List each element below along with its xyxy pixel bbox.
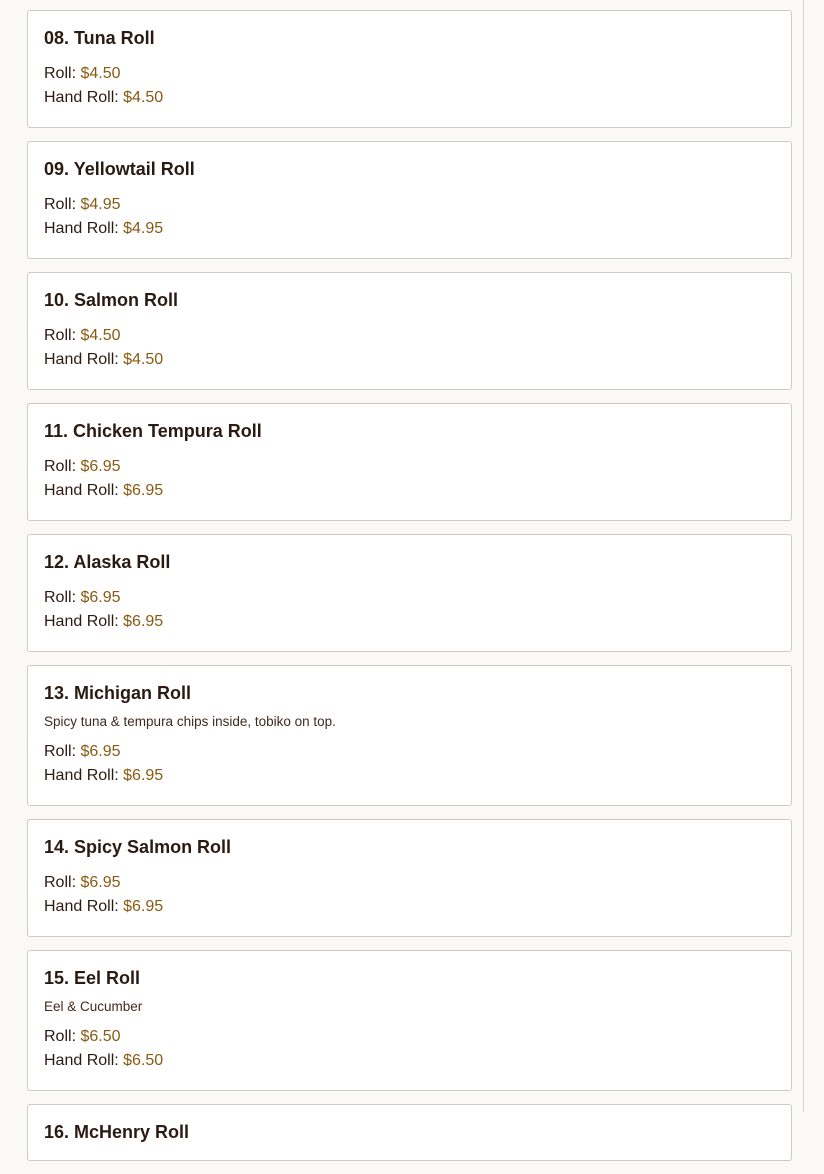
hand-roll-label: Hand Roll: bbox=[44, 482, 119, 499]
roll-price-line bbox=[44, 193, 775, 217]
hand-roll-price-line bbox=[44, 217, 775, 241]
roll-label: Roll: bbox=[44, 327, 77, 344]
hand-roll-price: $4.95 bbox=[123, 220, 164, 237]
roll-price-line bbox=[44, 1025, 775, 1049]
roll-price: $6.95 bbox=[80, 743, 121, 760]
roll-price: $4.95 bbox=[80, 196, 121, 213]
hand-roll-label: Hand Roll: bbox=[44, 613, 119, 630]
menu-item-title: 09. Yellowtail Roll bbox=[44, 159, 195, 179]
roll-price: $6.95 bbox=[80, 589, 121, 606]
roll-label: Roll: bbox=[44, 589, 77, 606]
price-lines bbox=[44, 871, 775, 919]
hand-roll-price-line bbox=[44, 1049, 775, 1073]
hand-roll-label: Hand Roll: bbox=[44, 767, 119, 784]
price-lines bbox=[44, 62, 775, 110]
price-lines bbox=[44, 324, 775, 372]
price-lines bbox=[44, 586, 775, 634]
hand-roll-price: $4.50 bbox=[123, 89, 164, 106]
price-lines bbox=[44, 193, 775, 241]
price-lines bbox=[44, 455, 775, 503]
hand-roll-price-line bbox=[44, 86, 775, 110]
price-lines bbox=[44, 1025, 775, 1073]
hand-roll-price-line bbox=[44, 764, 775, 788]
roll-label: Roll: bbox=[44, 1028, 77, 1045]
hand-roll-label: Hand Roll: bbox=[44, 89, 119, 106]
menu-item-title: 16. McHenry Roll bbox=[44, 1122, 190, 1142]
menu-item-card[interactable] bbox=[27, 819, 792, 937]
price-lines bbox=[44, 740, 775, 788]
roll-price-line bbox=[44, 871, 775, 895]
hand-roll-price-line bbox=[44, 610, 775, 634]
roll-label: Roll: bbox=[44, 65, 77, 82]
menu-item-list bbox=[27, 10, 792, 1174]
menu-item-card[interactable] bbox=[27, 950, 792, 1091]
hand-roll-price: $6.95 bbox=[123, 613, 164, 630]
scroll-edge-divider bbox=[803, 0, 804, 1112]
menu-item-card[interactable] bbox=[27, 10, 792, 128]
roll-price-line bbox=[44, 740, 775, 764]
hand-roll-label: Hand Roll: bbox=[44, 220, 119, 237]
menu-item-title: 08. Tuna Roll bbox=[44, 28, 155, 48]
roll-price: $4.50 bbox=[80, 65, 121, 82]
roll-price: $6.95 bbox=[80, 458, 121, 475]
menu-item-card[interactable] bbox=[27, 534, 792, 652]
roll-price-line bbox=[44, 324, 775, 348]
menu-item-description: Spicy tuna & tempura chips inside, tobiko on top. bbox=[44, 714, 336, 729]
menu-item-title: 12. Alaska Roll bbox=[44, 552, 171, 572]
roll-label: Roll: bbox=[44, 196, 77, 213]
hand-roll-label: Hand Roll: bbox=[44, 1052, 119, 1069]
menu-item-title: 14. Spicy Salmon Roll bbox=[44, 837, 232, 857]
hand-roll-price: $6.50 bbox=[123, 1052, 164, 1069]
menu-item-description: Eel & Cucumber bbox=[44, 999, 143, 1014]
roll-label: Roll: bbox=[44, 743, 77, 760]
hand-roll-price: $6.95 bbox=[123, 898, 164, 915]
menu-item-card[interactable] bbox=[27, 1104, 792, 1161]
menu-item-title: 10. Salmon Roll bbox=[44, 290, 179, 310]
roll-label: Roll: bbox=[44, 874, 77, 891]
roll-price: $6.95 bbox=[80, 874, 121, 891]
hand-roll-price: $4.50 bbox=[123, 351, 164, 368]
roll-price-line bbox=[44, 586, 775, 610]
hand-roll-price-line bbox=[44, 479, 775, 503]
menu-item-card[interactable] bbox=[27, 665, 792, 806]
roll-label: Roll: bbox=[44, 458, 77, 475]
hand-roll-price: $6.95 bbox=[123, 482, 164, 499]
roll-price-line bbox=[44, 62, 775, 86]
hand-roll-price-line bbox=[44, 348, 775, 372]
menu-item-title: 11. Chicken Tempura Roll bbox=[44, 421, 262, 441]
menu-item-title: 13. Michigan Roll bbox=[44, 683, 192, 703]
menu-item-card[interactable] bbox=[27, 141, 792, 259]
menu-item-card[interactable] bbox=[27, 272, 792, 390]
hand-roll-label: Hand Roll: bbox=[44, 351, 119, 368]
roll-price: $6.50 bbox=[80, 1028, 121, 1045]
hand-roll-price: $6.95 bbox=[123, 767, 164, 784]
roll-price-line bbox=[44, 455, 775, 479]
roll-price: $4.50 bbox=[80, 327, 121, 344]
menu-item-card[interactable] bbox=[27, 403, 792, 521]
menu-item-title: 15. Eel Roll bbox=[44, 968, 141, 988]
hand-roll-price-line bbox=[44, 895, 775, 919]
hand-roll-label: Hand Roll: bbox=[44, 898, 119, 915]
